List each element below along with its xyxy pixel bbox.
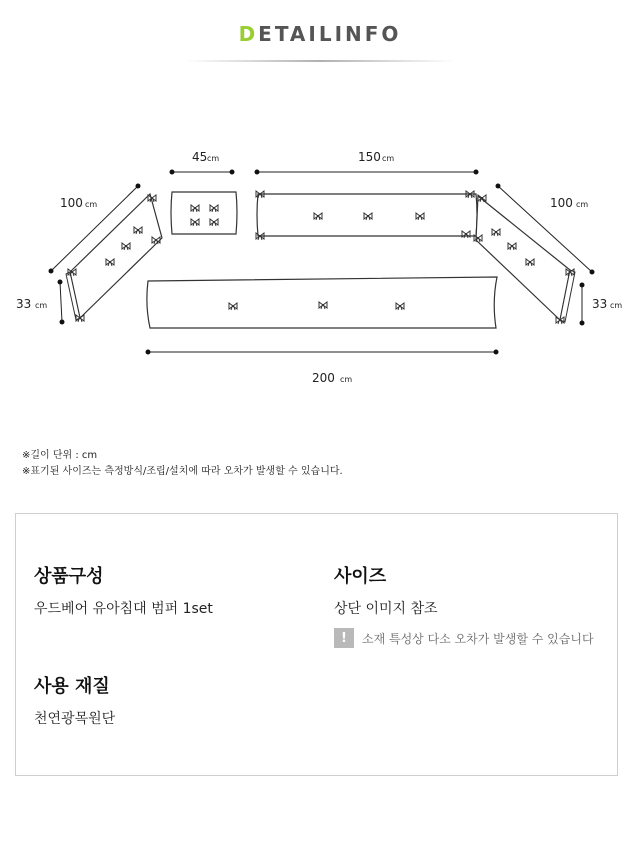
bumper-panel-bottom [147, 277, 497, 328]
dimension-label-right-diagonal: 100 [550, 196, 573, 210]
dimension-top-large [255, 150, 479, 175]
bumper-size-diagram [0, 120, 640, 400]
unit-note: ※길이 단위 : cm [22, 450, 98, 461]
notes [22, 448, 343, 480]
dimension-label-left-height: 33 [16, 297, 32, 311]
material-section [34, 672, 115, 728]
size-section [334, 562, 594, 648]
unit-label: cm [85, 200, 98, 209]
size-title: 사이즈 [334, 566, 387, 587]
size-warning-text: 소재 특성상 다소 오차가 발생할 수 있습니다 [362, 631, 594, 646]
unit-label: cm [207, 154, 220, 163]
size-note: ※표기된 사이즈는 측정방식/조립/설치에 따라 오차가 발생할 수 있습니다. [22, 466, 343, 477]
section-title [0, 22, 640, 46]
title-underline [185, 60, 455, 62]
unit-label: cm [35, 301, 48, 310]
dimension-label-top-large: 150 [358, 150, 381, 164]
material-title: 사용 재질 [34, 676, 110, 697]
bumper-panel-small [171, 192, 237, 234]
bumper-panel-large [256, 191, 477, 240]
size-warning [334, 628, 594, 648]
warning-icon: ! [334, 628, 354, 648]
unit-label: cm [382, 154, 395, 163]
dimension-right-height [580, 283, 623, 326]
size-value: 상단 이미지 참조 [334, 601, 438, 617]
dimension-left-height [16, 280, 65, 325]
section-title-rest: ETAILINFO [258, 22, 402, 46]
composition-title: 상품구성 [34, 566, 104, 587]
unit-label: cm [340, 375, 353, 384]
material-value: 천연광목원단 [34, 711, 116, 727]
product-info-box [15, 513, 618, 776]
dimension-bottom [146, 350, 499, 386]
section-title-accent-letter: D [238, 22, 259, 46]
unit-label: cm [610, 301, 623, 310]
dimension-label-top-small: 45 [192, 150, 208, 164]
composition-value: 우드베어 유아침대 범퍼 1set [34, 601, 213, 617]
dimension-top-small [170, 150, 235, 175]
composition-section [34, 562, 213, 618]
dimension-label-left-diagonal: 100 [60, 196, 83, 210]
unit-label: cm [576, 200, 589, 209]
dimension-label-right-height: 33 [592, 297, 608, 311]
dimension-label-bottom: 200 [312, 371, 335, 385]
